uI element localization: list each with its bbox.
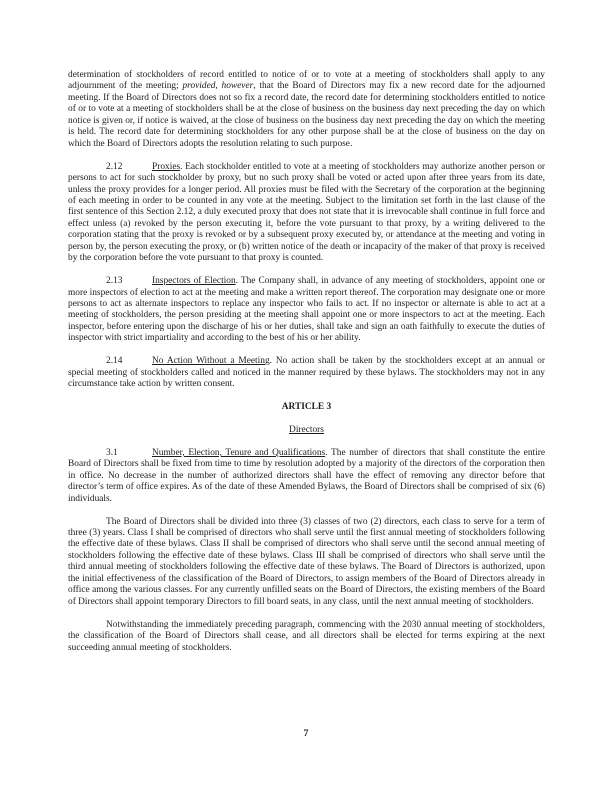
section-2-12-heading: Proxies (152, 161, 181, 172)
declassification-paragraph: Notwithstanding the immediately preceding paragraph, commencing with the 2030 annual meeting of stockholders, the classification of the Board of Directors shall cease, and all directors shall be elected for terms expiring at the next succeeding annual meeting of stockholders. (68, 619, 545, 653)
board-classes-paragraph: The Board of Directors shall be divided into three (3) classes of two (2) directors, each class to serve for a term of three (3) years. Class I shall be comprised of directors who shall serve until the first annual meeting of stockholders following the effective date of these bylaws. Class II shall be comprised of directors who shall serve until the second annual meeting of stockholders following the effective date of these bylaws. Class III shall be comprised of directors who shall serve until the third annual meeting of stockholders following the effective date of these bylaws. The Board of Directors is authorized, upon the initial effectiveness of the classification of the Board of Directors, to assign members of the Board of Directors already in office among the various classes. For any currently unfilled seats on the Board of Directors, the existing members of the Board of Directors shall appoint temporary Directors to fill board seats, in any class, until the next annual meeting of stockholders. (68, 516, 545, 607)
section-2-13-number: 2.13 (106, 276, 123, 287)
article-3-heading: ARTICLE 3 (281, 402, 332, 413)
section-2-12 (68, 162, 545, 265)
section-2-14-number: 2.14 (106, 356, 123, 367)
continuation-paragraph (68, 70, 545, 150)
section-2-14-heading: No Action Without a Meeting (152, 356, 270, 367)
section-3-1-heading: Number, Election, Tenure and Qualifications (152, 447, 326, 458)
section-2-12-number: 2.12 (106, 161, 123, 172)
continuation-text-post: , that the Board of Directors may fix a new record date for the adjourned meeting. If the Board of Directors does not so fix a record date, the record date for determining stockholders entitled to notice of or to vote at a meeting of stockholders shall be at the close of business on the business day next preceding the day on which notice is given or, if notice is waived, at the close of business on the business day next preceding the day on which the meeting is held. The record date for determining stockholders for any other purpose shall be at the close of business on the day on which the Board of Directors adopts the resolution relating to such purpose. (68, 81, 546, 149)
article-3-subtitle (68, 425, 545, 436)
page-number: 7 (303, 728, 309, 739)
section-2-12-body: . Each stockholder entitled to vote at a meeting of stockholders may authorize another person or persons to act for such stockholder by proxy, but no such proxy shall be voted or acted upon after three years from its date, unless the proxy provides for a longer period. All proxies must be filed with the Secretary of the corporation at the beginning of each meeting in order to be counted in any vote at the meeting. Subject to the limitation set forth in the last clause of the first sentence of this Section 2.12, a duly executed proxy that does not state that it is irrevocable shall continue in full force and effect unless (a) revoked by the person executing it, before the vote pursuant to that proxy, by a writing delivered to the corporation stating that the proxy is revoked or by a subsequent proxy executed by, or attendance at the meeting and voting in person by, the person executing the proxy, or (b) written notice of the death or incapacity of the maker of that proxy is received by the corporation before the vote pursuant to that proxy is counted. (68, 161, 545, 264)
continuation-text-pre: determination of stockholders of record entitled to notice of or to vote at a meeting of stockholders shall apply to any adjournment of the meeting; (68, 70, 545, 92)
article-3-subtitle-text: Directors (289, 424, 324, 435)
section-2-14 (68, 356, 545, 390)
section-2-13 (68, 276, 545, 345)
section-3-1 (68, 448, 545, 505)
section-3-1-body: . The number of directors that shall constitute the entire Board of Directors shall be fixed from time to time by resolution adopted by a majority of the directors of the corporation then in office. No decrease in the number of authorized directors shall have the effect of removing any director before that director’s term of office expires. As of the date of these Amended Bylaws, the Board of Directors shall be comprised of six (6) individuals. (68, 447, 546, 504)
continuation-text-italic: provided, however (182, 81, 254, 92)
section-3-1-number: 3.1 (106, 447, 118, 458)
section-2-14-body: . No action shall be taken by the stockholders except at an annual or special meeting of stockholders called and noticed in the manner required by these bylaws. The stockholders may not in any circumstance take action by written consent. (68, 356, 545, 390)
section-2-13-heading: Inspectors of Election (152, 276, 236, 287)
section-2-13-body: . The Company shall, in advance of any meeting of stockholders, appoint one or more inspectors of election to act at the meeting and make a written report thereof. The corporation may designate one or more persons to act as alternate inspectors to replace any inspector who fails to act. If no inspector or alternate is able to act at a meeting of stockholders, the person presiding at the meeting shall appoint one or more inspectors to act at the meeting. Each inspector, before entering upon the discharge of his or her duties, shall take and sign an oath faithfully to execute the duties of inspector with strict impartiality and according to the best of his or her ability. (68, 276, 546, 344)
